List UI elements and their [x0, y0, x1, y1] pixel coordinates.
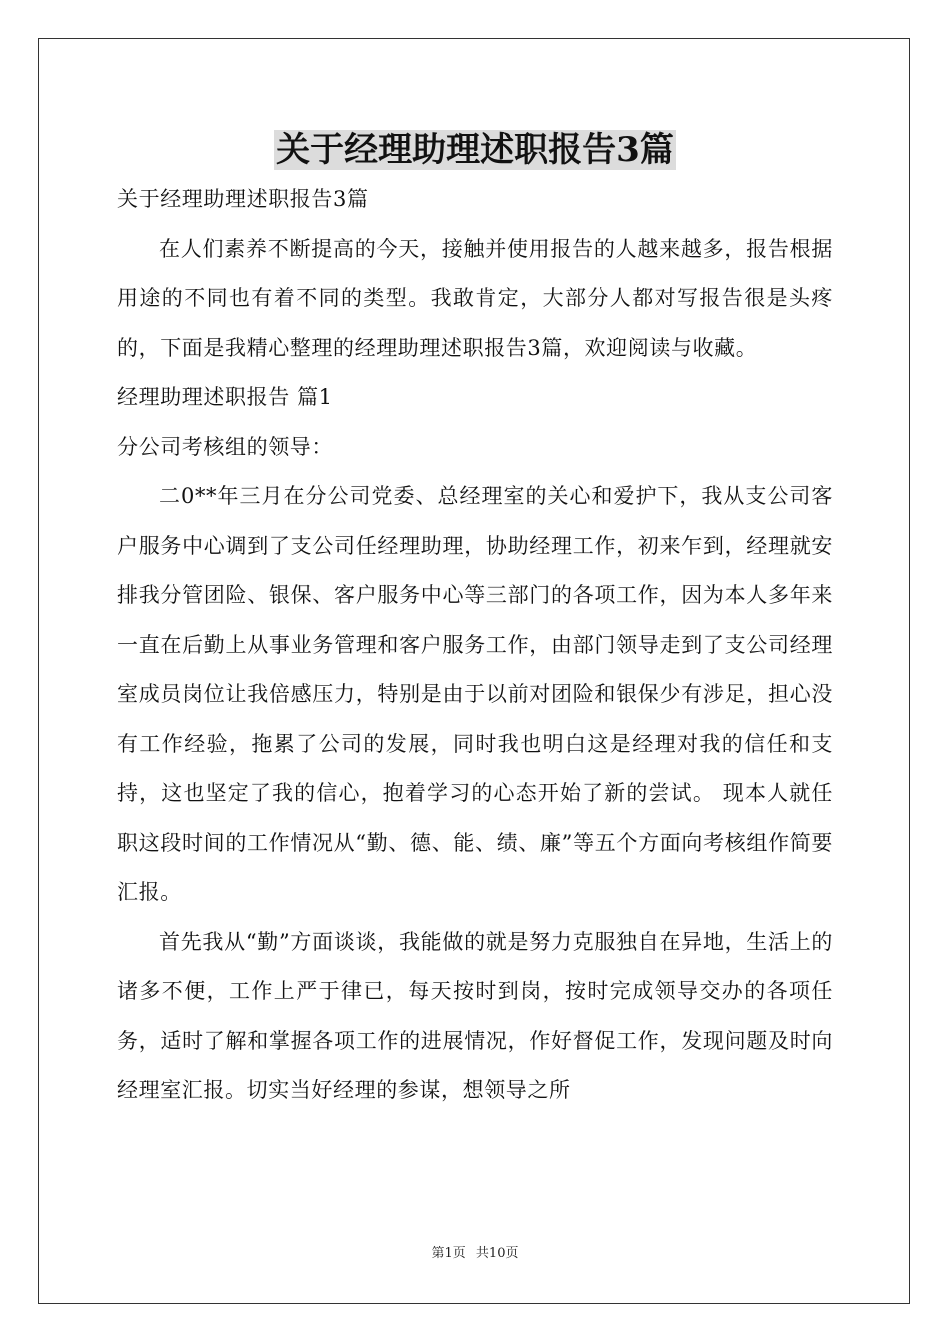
body-paragraph-2: 首先我从“勤”方面谈谈，我能做的就是努力克服独自在异地，生活上的诸多不便，工作上严于律已，每天按时到岗，按时完成领导交办的各项任务，适时了解和掌握各项工作的进展情况，作好督促工作，发现问题及时向经理室汇报。切实当好经理的参谋，想领导之所 [117, 929, 833, 1102]
section-heading: 经理助理述职报告 篇1 [117, 385, 333, 409]
salutation-paragraph: 分公司考核组的领导： [117, 434, 333, 459]
document-title-text: 关于经理助理述职报告3篇 [276, 130, 674, 170]
page-number-footer: 第1页 共10页 [431, 1246, 519, 1261]
subtitle-paragraph: 关于经理助理述职报告3篇 [117, 187, 369, 211]
body-paragraph-1: 二0**年三月在分公司党委、总经理室的关心和爱护下，我从支公司客户服务中心调到了支公司任经理助理，协助经理工作，初来乍到，经理就安排我分管团险、银保、客户服务中心等三部门的各项工作，因为本人多年来一直在后勤上从事业务管理和客户服务工作，由部门领导走到了支公司经理室成员岗位让我倍感压力，特别是由于以前对团险和银保少有涉足，担心没有工作经验，拖累了公司的发展，同时我也明白这是经理对我的信任和支持，这也坚定了我的信心，抱着学习的心态开始了新的尝试。 现本人就任职这段时间的工作情况从“勤、德、能、绩、廉”等五个方面向考核组作简要汇报。 [117, 484, 833, 904]
intro-paragraph: 在人们素养不断提高的今天，接触并使用报告的人越来越多，报告根据用途的不同也有着不同的类型。我敢肯定，大部分人都对写报告很是头疼的，下面是我精心整理的经理助理述职报告3篇，欢迎阅读与收藏。 [117, 236, 833, 360]
document-title [0, 126, 950, 174]
document-body [117, 175, 833, 1116]
